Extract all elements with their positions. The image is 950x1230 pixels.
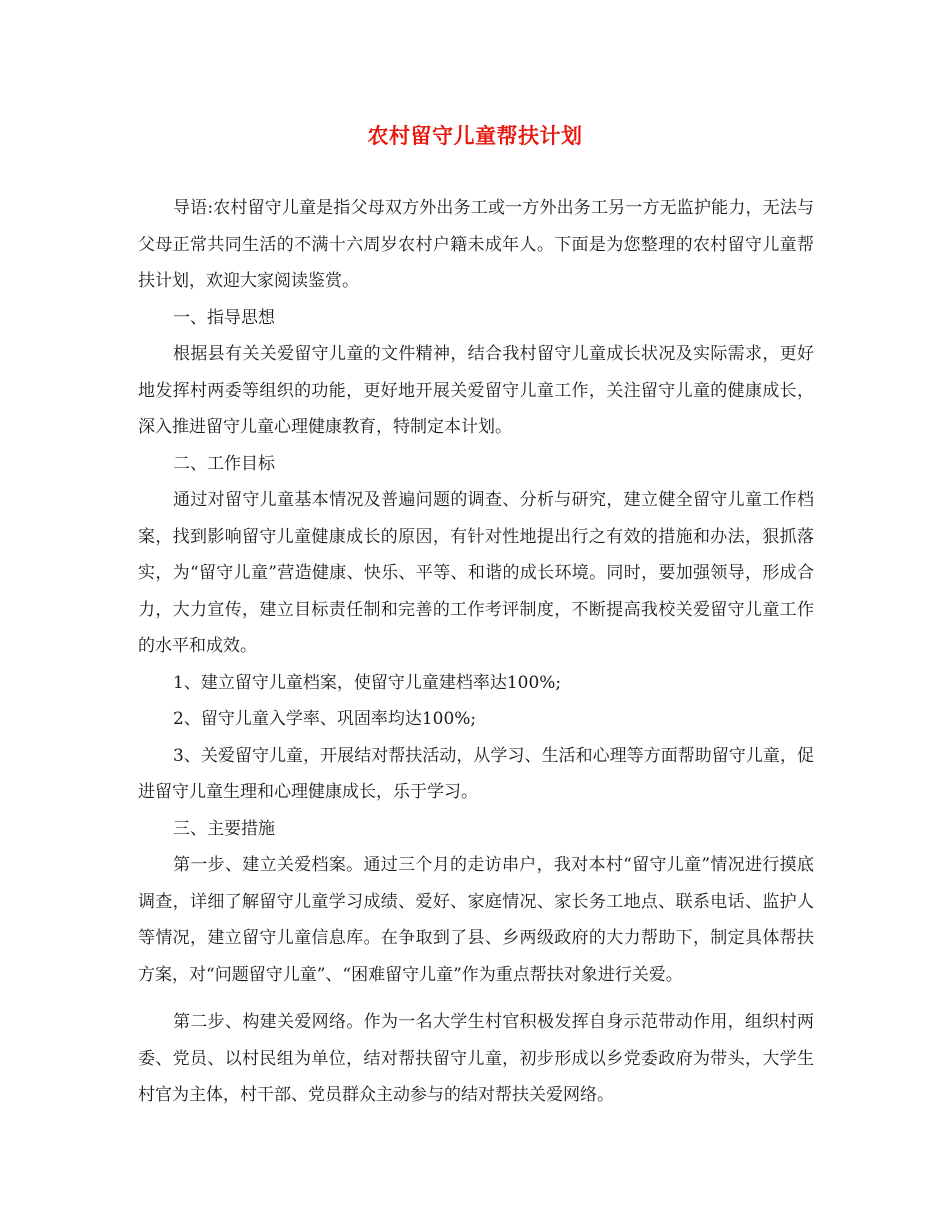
document-title: 农村留守儿童帮扶计划 — [367, 123, 583, 148]
goal-item-3: 3、关爱留守儿童，开展结对帮扶活动，从学习、生活和心理等方面帮助留守儿童，促进留守儿童生理和心理健康成长，乐于学习。 — [138, 745, 814, 802]
guiding-ideology-paragraph: 根据县有关关爱留守儿童的文件精神，结合我村留守儿童成长状况及实际需求，更好地发挥村两委等组织的功能，更好地开展关爱留守儿童工作，关注留守儿童的健康成长，深入推进留守儿童心理健康教育，特制定本计划。 — [138, 344, 814, 437]
work-goals-paragraph: 通过对留守儿童基本情况及普遍问题的调查、分析与研究，建立健全留守儿童工作档案，找到影响留守儿童健康成长的原因，有针对性地提出行之有效的措施和办法，狠抓落实，为“留守儿童”营造健康、快乐、平等、和谐的成长环境。同时，要加强领导，形成合力，大力宣传，建立目标责任制和完善的工作考评制度，不断提高我校关爱留守儿童工作的水平和成效。 — [138, 490, 814, 656]
goal-item-1: 1、建立留守儿童档案，使留守儿童建档率达100%; — [173, 672, 562, 693]
section-heading-work-goals: 二、工作目标 — [173, 453, 275, 474]
section-heading-main-measures: 三、主要措施 — [173, 818, 275, 839]
section-heading-guiding-ideology: 一、指导思想 — [173, 307, 275, 328]
intro-paragraph: 导语:农村留守儿童是指父母双方外出务工或一方外出务工另一方无监护能力，无法与父母正常共同生活的不满十六周岁农村户籍未成年人。下面是为您整理的农村留守儿童帮扶计划，欢迎大家阅读鉴赏。 — [138, 198, 814, 291]
measure-step-1-paragraph: 第一步、建立关爱档案。通过三个月的走访串户，我对本村“留守儿童”情况进行摸底调查，详细了解留守儿童学习成绩、爱好、家庭情况、家长务工地点、联系电话、监护人等情况，建立留守儿童信息库。在争取到了县、乡两级政府的大力帮助下，制定具体帮扶方案，对“问题留守儿童”、“困难留守儿童”作为重点帮扶对象进行关爱。 — [138, 855, 814, 985]
document-body — [138, 190, 814, 1114]
goal-item-2: 2、留守儿童入学率、巩固率均达100%; — [173, 709, 477, 729]
measure-step-2-paragraph: 第二步、构建关爱网络。作为一名大学生村官积极发挥自身示范带动作用，组织村两委、党员、以村民组为单位，结对帮扶留守儿童，初步形成以乡党委政府为带头，大学生村官为主体，村干部、党员群众主动参与的结对帮扶关爱网络。 — [138, 1012, 814, 1105]
